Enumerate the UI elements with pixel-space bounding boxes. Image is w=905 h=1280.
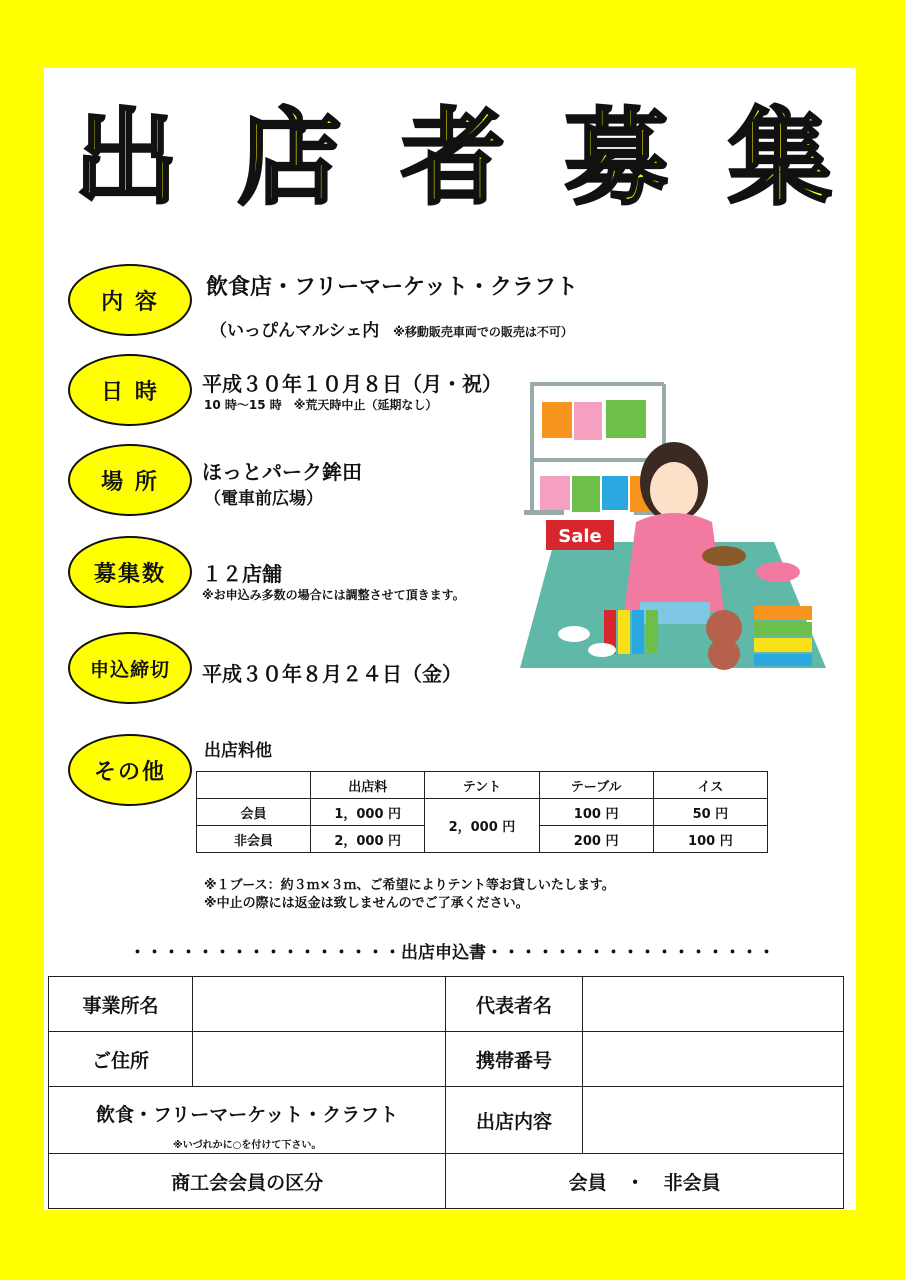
fee-cell-tent: 2，000 円 xyxy=(425,799,539,853)
category-note: ※いづれかに○を付けて下さい。 xyxy=(172,1140,322,1151)
member-class-label: 商工会会員の区分 xyxy=(49,1154,446,1209)
naiyou-note: ※移動販売車両での販売は不可） xyxy=(393,325,573,339)
fee-header-fee: 出店料 xyxy=(311,772,425,799)
title-char: 店 xyxy=(237,97,342,219)
sonota-heading: 出店料他 xyxy=(204,741,272,761)
form-row xyxy=(49,977,844,1032)
fee-cell: 100 円 xyxy=(539,799,653,826)
fee-cell: 200 円 xyxy=(539,826,653,853)
basho-name: ほっとパーク鉾田 xyxy=(202,460,362,484)
fee-header-table: テーブル xyxy=(539,772,653,799)
form-row xyxy=(49,1087,844,1154)
address-label: ご住所 xyxy=(49,1032,193,1087)
fee-header-blank xyxy=(197,772,311,799)
title-char: 者 xyxy=(400,97,505,219)
note-refund: ※中止の際には返金は致しませんのでご了承ください。 xyxy=(204,896,529,911)
nichiji-date: 平成３０年１０月８日（月・祝） xyxy=(202,372,502,396)
form-header: ・・・・・・・・・・・・・・・・出店申込書・・・・・・・・・・・・・・・・・ xyxy=(129,943,775,963)
naiyou-line2: （いっぴんマルシェ内 xyxy=(210,321,380,341)
fee-cell: 100 円 xyxy=(653,826,767,853)
label-nichiji: 日 時 xyxy=(68,354,192,426)
label-sonota: その他 xyxy=(68,734,192,806)
fee-header-tent: テント xyxy=(425,772,539,799)
address-field[interactable] xyxy=(193,1032,446,1087)
fee-cell: 50 円 xyxy=(653,799,767,826)
label-shimekiri: 申込締切 xyxy=(68,632,192,704)
label-boshusu: 募集数 xyxy=(68,536,192,608)
fee-cell: 1，000 円 xyxy=(311,799,425,826)
market-illustration xyxy=(514,372,832,672)
mobile-field[interactable] xyxy=(582,1032,843,1087)
fee-cell: 2，000 円 xyxy=(311,826,425,853)
fee-header-row xyxy=(197,772,768,799)
label-basho: 場 所 xyxy=(68,444,192,516)
mobile-label: 携帯番号 xyxy=(446,1032,582,1087)
shimekiri-date: 平成３０年８月２４日（金） xyxy=(202,662,462,686)
business-name-field[interactable] xyxy=(193,977,446,1032)
fee-table xyxy=(196,771,768,853)
title-char: 募 xyxy=(564,97,669,219)
page-title xyxy=(44,98,856,218)
naiyou-text: 飲食店・フリーマーケット・クラフト xyxy=(206,275,579,300)
fee-row-label: 非会員 xyxy=(197,826,311,853)
form-row xyxy=(49,1154,844,1209)
content-field[interactable] xyxy=(582,1087,843,1154)
sale-text: Sale xyxy=(558,526,602,547)
category-label: 飲食・フリーマーケット・クラフト xyxy=(96,1103,399,1126)
application-form xyxy=(48,976,844,1209)
note-booth: ※１ブース：約３ｍ×３ｍ、ご希望によりテント等お貸しいたします。 xyxy=(204,878,615,893)
boshusu-count: １２店舗 xyxy=(202,562,282,586)
fee-header-chair: イス xyxy=(653,772,767,799)
fee-row-member xyxy=(197,799,768,826)
representative-field[interactable] xyxy=(582,977,843,1032)
basho-detail: （電車前広場） xyxy=(204,489,323,509)
representative-label: 代表者名 xyxy=(446,977,582,1032)
boshusu-note: ※お申込み多数の場合には調整させて頂きます。 xyxy=(202,588,465,602)
nichiji-time: 10 時〜15 時 ※荒天時中止（延期なし） xyxy=(204,398,438,412)
fee-row-label: 会員 xyxy=(197,799,311,826)
content-label: 出店内容 xyxy=(446,1087,582,1154)
naiyou-sub xyxy=(210,316,573,341)
form-row xyxy=(49,1032,844,1087)
title-char: 出 xyxy=(74,97,179,219)
category-cell[interactable] xyxy=(49,1087,446,1154)
label-naiyou: 内 容 xyxy=(68,264,192,336)
business-name-label: 事業所名 xyxy=(49,977,193,1032)
member-options[interactable]: 会員 ・ 非会員 xyxy=(446,1154,844,1209)
title-char: 集 xyxy=(727,97,832,219)
flyer-sheet xyxy=(44,68,856,1210)
